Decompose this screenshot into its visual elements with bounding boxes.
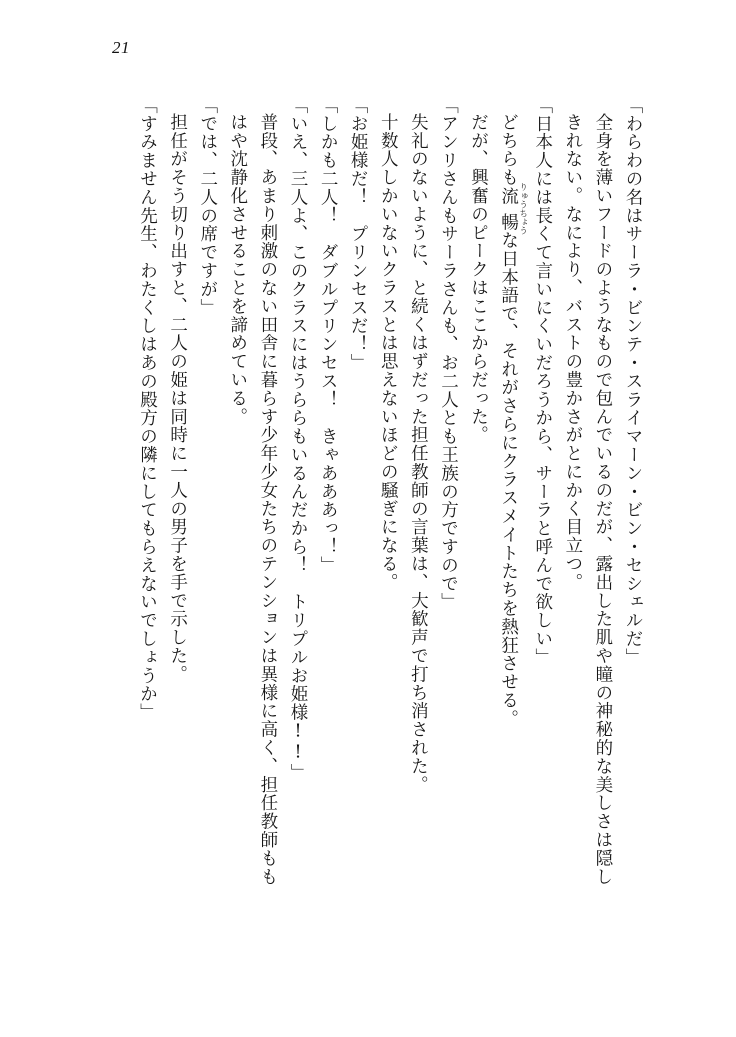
paragraph: 「すみません先生、わたくしはあの殿方の隣にしてもらえないでしょうか」 [137, 96, 158, 722]
paragraph: 「お姫様だ！ プリンセスだ！」 [348, 96, 369, 372]
ruby-annotation: 流暢 りゅうちょう [498, 182, 528, 235]
paragraph: 「日本人には長くて言いにくいだろうから、サーラと呼んで欲しい」 [532, 96, 553, 667]
paragraph: 全身を薄いフードのようなもので包んでいるのだが、露出した肌や瞳の神秘的な美しさは隠しきれない。なにより、バストの豊かさがとにかく目立つ。 [562, 113, 613, 886]
paragraph: 「いえ、三人よ、このクラスにはうららもいるんだから！ トリプルお姫様!!」 [287, 96, 308, 782]
paragraph: 「では、二人の席ですが」 [197, 96, 218, 317]
page-body-text [88, 96, 648, 886]
paragraph: 普段、あまり刺激のない田舎に暮らす少年少女たちのテンションは異様に高く、担任教師ももはや沈静化させることを諦めている。 [227, 113, 278, 886]
paragraph: 担任がそう切り出すと、二人の姫は同時に一人の男子を手で示した。 [167, 113, 188, 684]
page-number: 21 [112, 38, 130, 57]
paragraph: 「アンリさんもサーラさんも、お二人とも王族の方ですので」 [438, 96, 459, 612]
paragraph: どちらも流暢 りゅうちょうな日本語で、それがさらにクラスメイトたちを熱狂させる。 [498, 113, 528, 728]
paragraph: 「しかも二人！ ダブルプリンセス！ きゃあああっ！」 [318, 96, 339, 575]
paragraph: だが、興奮のピークはここからだった。 [468, 113, 489, 445]
paragraph: 十数人しかいないクラスとは思えないほどの騒ぎになる。 [378, 113, 399, 592]
paragraph: 失礼のないように、と続くはずだった担任教師の言葉は、大歓声で打ち消された。 [408, 113, 429, 794]
paragraph: 「わらわの名はサーラ・ビンテ・スライマーン・ビン・セシェルだ」 [623, 96, 643, 667]
